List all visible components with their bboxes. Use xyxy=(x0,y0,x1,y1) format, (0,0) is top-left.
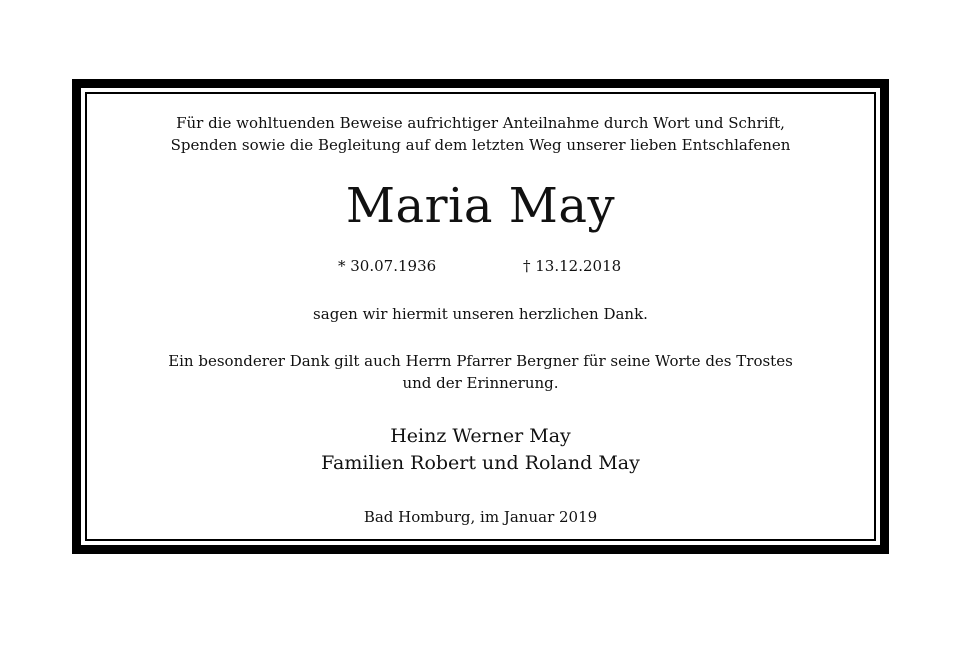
special-thanks-line: Ein besonderer Dank gilt auch Herrn Pfarrer Bergner für seine Worte des Trostes xyxy=(168,352,793,370)
special-thanks-line: und der Erinnerung. xyxy=(402,374,559,392)
deceased-name: Maria May xyxy=(345,178,616,234)
thanks-line: sagen wir hiermit unseren herzlichen Dank. xyxy=(313,305,648,323)
card-content xyxy=(81,88,880,545)
signer-line: Familien Robert und Roland May xyxy=(321,452,640,474)
special-thanks xyxy=(81,350,880,394)
mourning-card xyxy=(81,88,880,545)
signers xyxy=(81,423,880,477)
birth-date: * 30.07.1936 xyxy=(338,257,437,275)
intro-line: Spenden sowie die Begleitung auf dem letzten Weg unserer lieben Entschlafenen xyxy=(170,136,791,154)
mourning-card-border xyxy=(72,79,889,554)
death-date: † 13.12.2018 xyxy=(523,257,622,275)
intro-text xyxy=(81,112,880,156)
place-and-date: Bad Homburg, im Januar 2019 xyxy=(363,508,598,526)
signer-line: Heinz Werner May xyxy=(390,425,571,447)
intro-line: Für die wohltuenden Beweise aufrichtiger Anteilnahme durch Wort und Schrift, xyxy=(176,114,785,132)
